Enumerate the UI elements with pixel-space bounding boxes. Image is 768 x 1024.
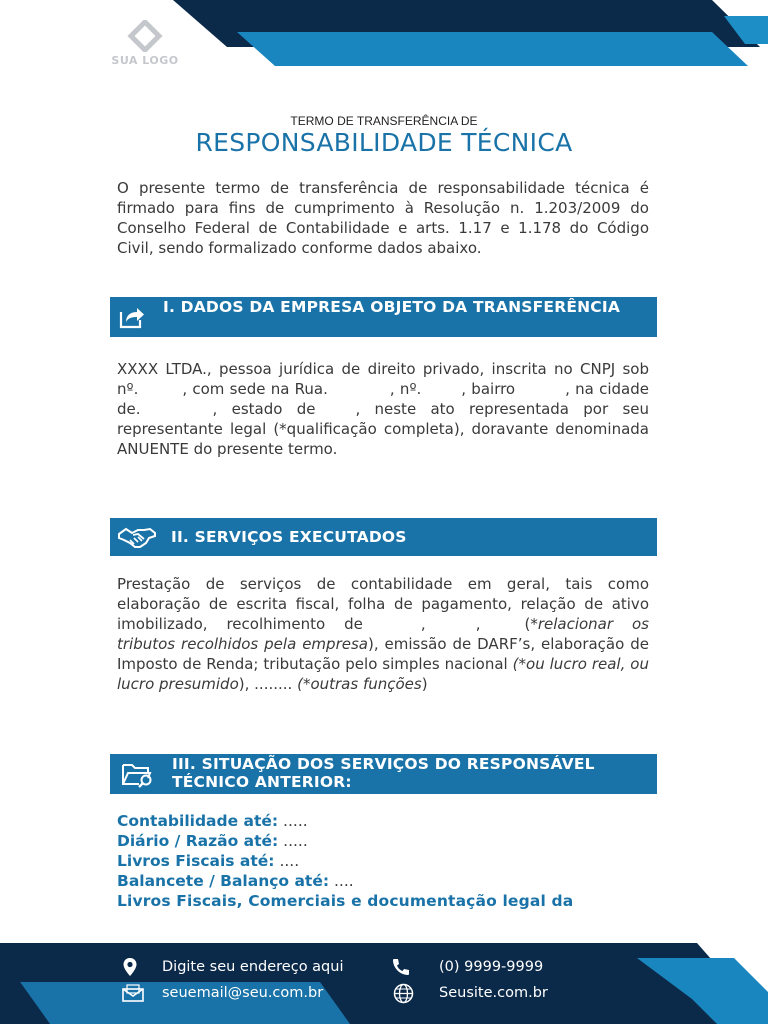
status-line: Livros Fiscais, Comerciais e documentação legal da [117,892,574,910]
share-arrow-icon [118,305,146,329]
section-1-title: I. DADOS DA EMPRESA OBJETO DA TRANSFERÊNCIA [163,298,621,316]
section-2-title: II. SERVIÇOS EXECUTADOS [171,528,407,546]
footer-address: Digite seu endereço aqui [162,959,344,975]
email-icon [122,984,144,1002]
footer-phone: (0) 9999-9999 [439,959,544,975]
section-1-header [110,297,657,337]
location-pin-icon [122,957,138,977]
status-line: Diário / Razão até: ..... [117,832,308,850]
logo-text: SUA LOGO [111,54,179,67]
footer-website: Seusite.com.br [439,985,548,1001]
logo-mark-icon [122,20,168,52]
phone-icon [391,957,411,977]
section-1-body: XXXX LTDA., pessoa jurídica de direito privado, inscrita no CNPJ sob nº. , com sede na Rua. , nº. , bairro , na cidade de. , estado de , neste ato representada por seu representante legal (*qualificação completa), doravante denominada ANUENTE do presente termo. [117,360,649,458]
section-3-header [110,754,657,794]
footer-email: seuemail@seu.com.br [162,985,324,1001]
section-3-title: III. SITUAÇÃO DOS SERVIÇOS DO RESPONSÁVEL TÉCNICO ANTERIOR: [172,755,595,791]
footer-decoration [0,940,768,1024]
section-2-header [110,518,657,556]
company-logo [106,20,184,70]
globe-icon [393,983,414,1004]
handshake-icon [118,525,156,549]
status-line: Balancete / Balanço até: .... [117,872,354,890]
folder-search-icon [120,759,156,789]
document-title: RESPONSABILIDADE TÉCNICA [195,128,573,157]
document-kicker: TERMO DE TRANSFERÊNCIA DE [290,114,478,128]
intro-paragraph: O presente termo de transferência de responsabilidade técnica é firmado para fins de cumprimento à Resolução n. 1.203/2009 do Conselho Federal de Contabilidade e arts. 1.17 e 1.178 do Código Civil, sendo formalizado conforme dados abaixo. [117,179,649,257]
status-line: Livros Fiscais até: .... [117,852,300,870]
section-3-status-list [117,811,657,911]
status-line: Contabilidade até: ..... [117,812,308,830]
section-2-body: Prestação de serviços de contabilidade em geral, tais como elaboração de escrita fiscal, folha de pagamento, relação de ativo imobilizado, recolhimento de , , (*relacionar os tributos recolhidos pela empresa), emissão de DARF’s, elaboração de Imposto de Renda; tributação pelo simples nacional (*ou lucro real, ou lucro presumido), ........ (*outras funções) [117,575,649,693]
